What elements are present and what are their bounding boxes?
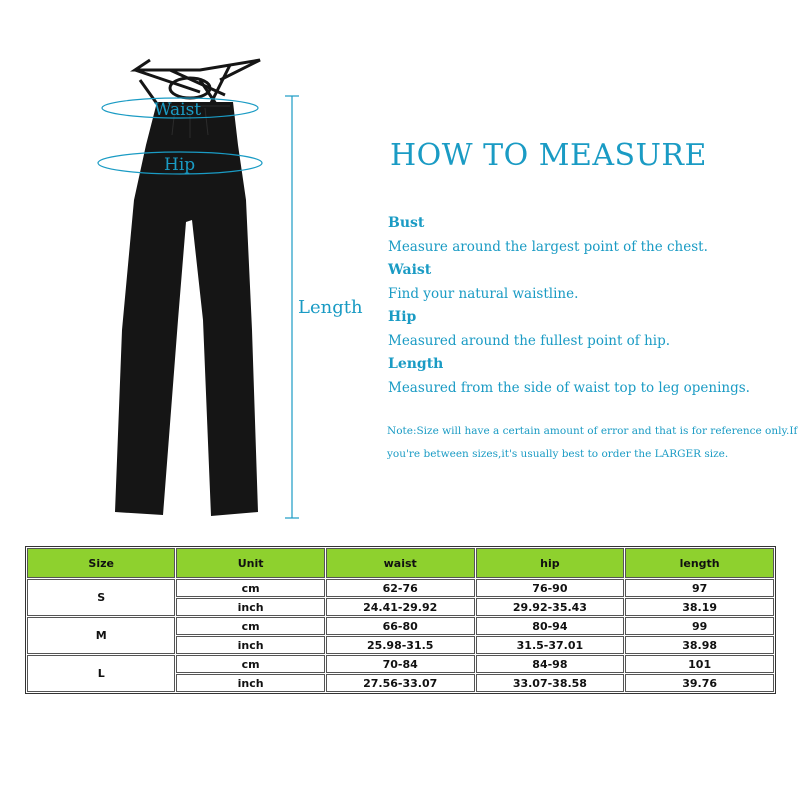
hip-cell: 29.92-35.43 bbox=[476, 598, 625, 616]
note-line: you're between sizes,it's usually best to order the LARGER size. bbox=[387, 448, 729, 460]
pants-measure-figure bbox=[0, 0, 400, 530]
measure-definitions bbox=[388, 212, 793, 400]
table-row bbox=[27, 617, 774, 635]
unit-cell: cm bbox=[176, 655, 324, 673]
unit-cell: cm bbox=[176, 579, 324, 597]
unit-cell: inch bbox=[176, 636, 324, 654]
unit-cell: inch bbox=[176, 598, 324, 616]
definition-term: Waist bbox=[388, 262, 432, 278]
waist-cell: 70-84 bbox=[326, 655, 475, 673]
definition-term: Bust bbox=[388, 215, 425, 231]
size-chart-table bbox=[25, 546, 776, 694]
size-cell: M bbox=[27, 617, 175, 654]
table-row bbox=[27, 579, 774, 597]
unit-cell: inch bbox=[176, 674, 324, 692]
hip-label: Hip bbox=[164, 155, 196, 175]
waist-cell: 25.98-31.5 bbox=[326, 636, 475, 654]
hip-cell: 33.07-38.58 bbox=[476, 674, 625, 692]
waist-cell: 62-76 bbox=[326, 579, 475, 597]
hip-cell: 84-98 bbox=[476, 655, 625, 673]
page-title: HOW TO MEASURE bbox=[390, 138, 707, 173]
definition-text: Measure around the largest point of the chest. bbox=[388, 239, 708, 255]
waist-label: Waist bbox=[154, 100, 202, 120]
column-header: hip bbox=[476, 548, 625, 578]
length-label: Length bbox=[298, 297, 363, 318]
column-header: Size bbox=[27, 548, 175, 578]
length-cell: 99 bbox=[625, 617, 774, 635]
hip-cell: 76-90 bbox=[476, 579, 625, 597]
waist-cell: 66-80 bbox=[326, 617, 475, 635]
table-row bbox=[27, 655, 774, 673]
definition-text: Measured around the fullest point of hip. bbox=[388, 333, 671, 349]
size-cell: L bbox=[27, 655, 175, 692]
definition-term: Hip bbox=[388, 309, 417, 325]
column-header: Unit bbox=[176, 548, 324, 578]
definition-text: Measured from the side of waist top to leg openings. bbox=[388, 380, 750, 396]
definition-text: Find your natural waistline. bbox=[388, 286, 579, 302]
note-line: Note:Size will have a certain amount of error and that is for reference only.If bbox=[387, 425, 798, 437]
table-header-row bbox=[27, 548, 774, 578]
length-cell: 97 bbox=[625, 579, 774, 597]
waist-cell: 27.56-33.07 bbox=[326, 674, 475, 692]
length-cell: 39.76 bbox=[625, 674, 774, 692]
hip-cell: 31.5-37.01 bbox=[476, 636, 625, 654]
length-measure-line bbox=[285, 96, 299, 518]
hip-cell: 80-94 bbox=[476, 617, 625, 635]
definition-term: Length bbox=[388, 356, 444, 372]
column-header: length bbox=[625, 548, 774, 578]
size-cell: S bbox=[27, 579, 175, 616]
unit-cell: cm bbox=[176, 617, 324, 635]
length-cell: 101 bbox=[625, 655, 774, 673]
pants-illustration bbox=[115, 60, 260, 516]
size-note bbox=[387, 420, 797, 466]
length-cell: 38.19 bbox=[625, 598, 774, 616]
waist-cell: 24.41-29.92 bbox=[326, 598, 475, 616]
length-cell: 38.98 bbox=[625, 636, 774, 654]
column-header: waist bbox=[326, 548, 475, 578]
